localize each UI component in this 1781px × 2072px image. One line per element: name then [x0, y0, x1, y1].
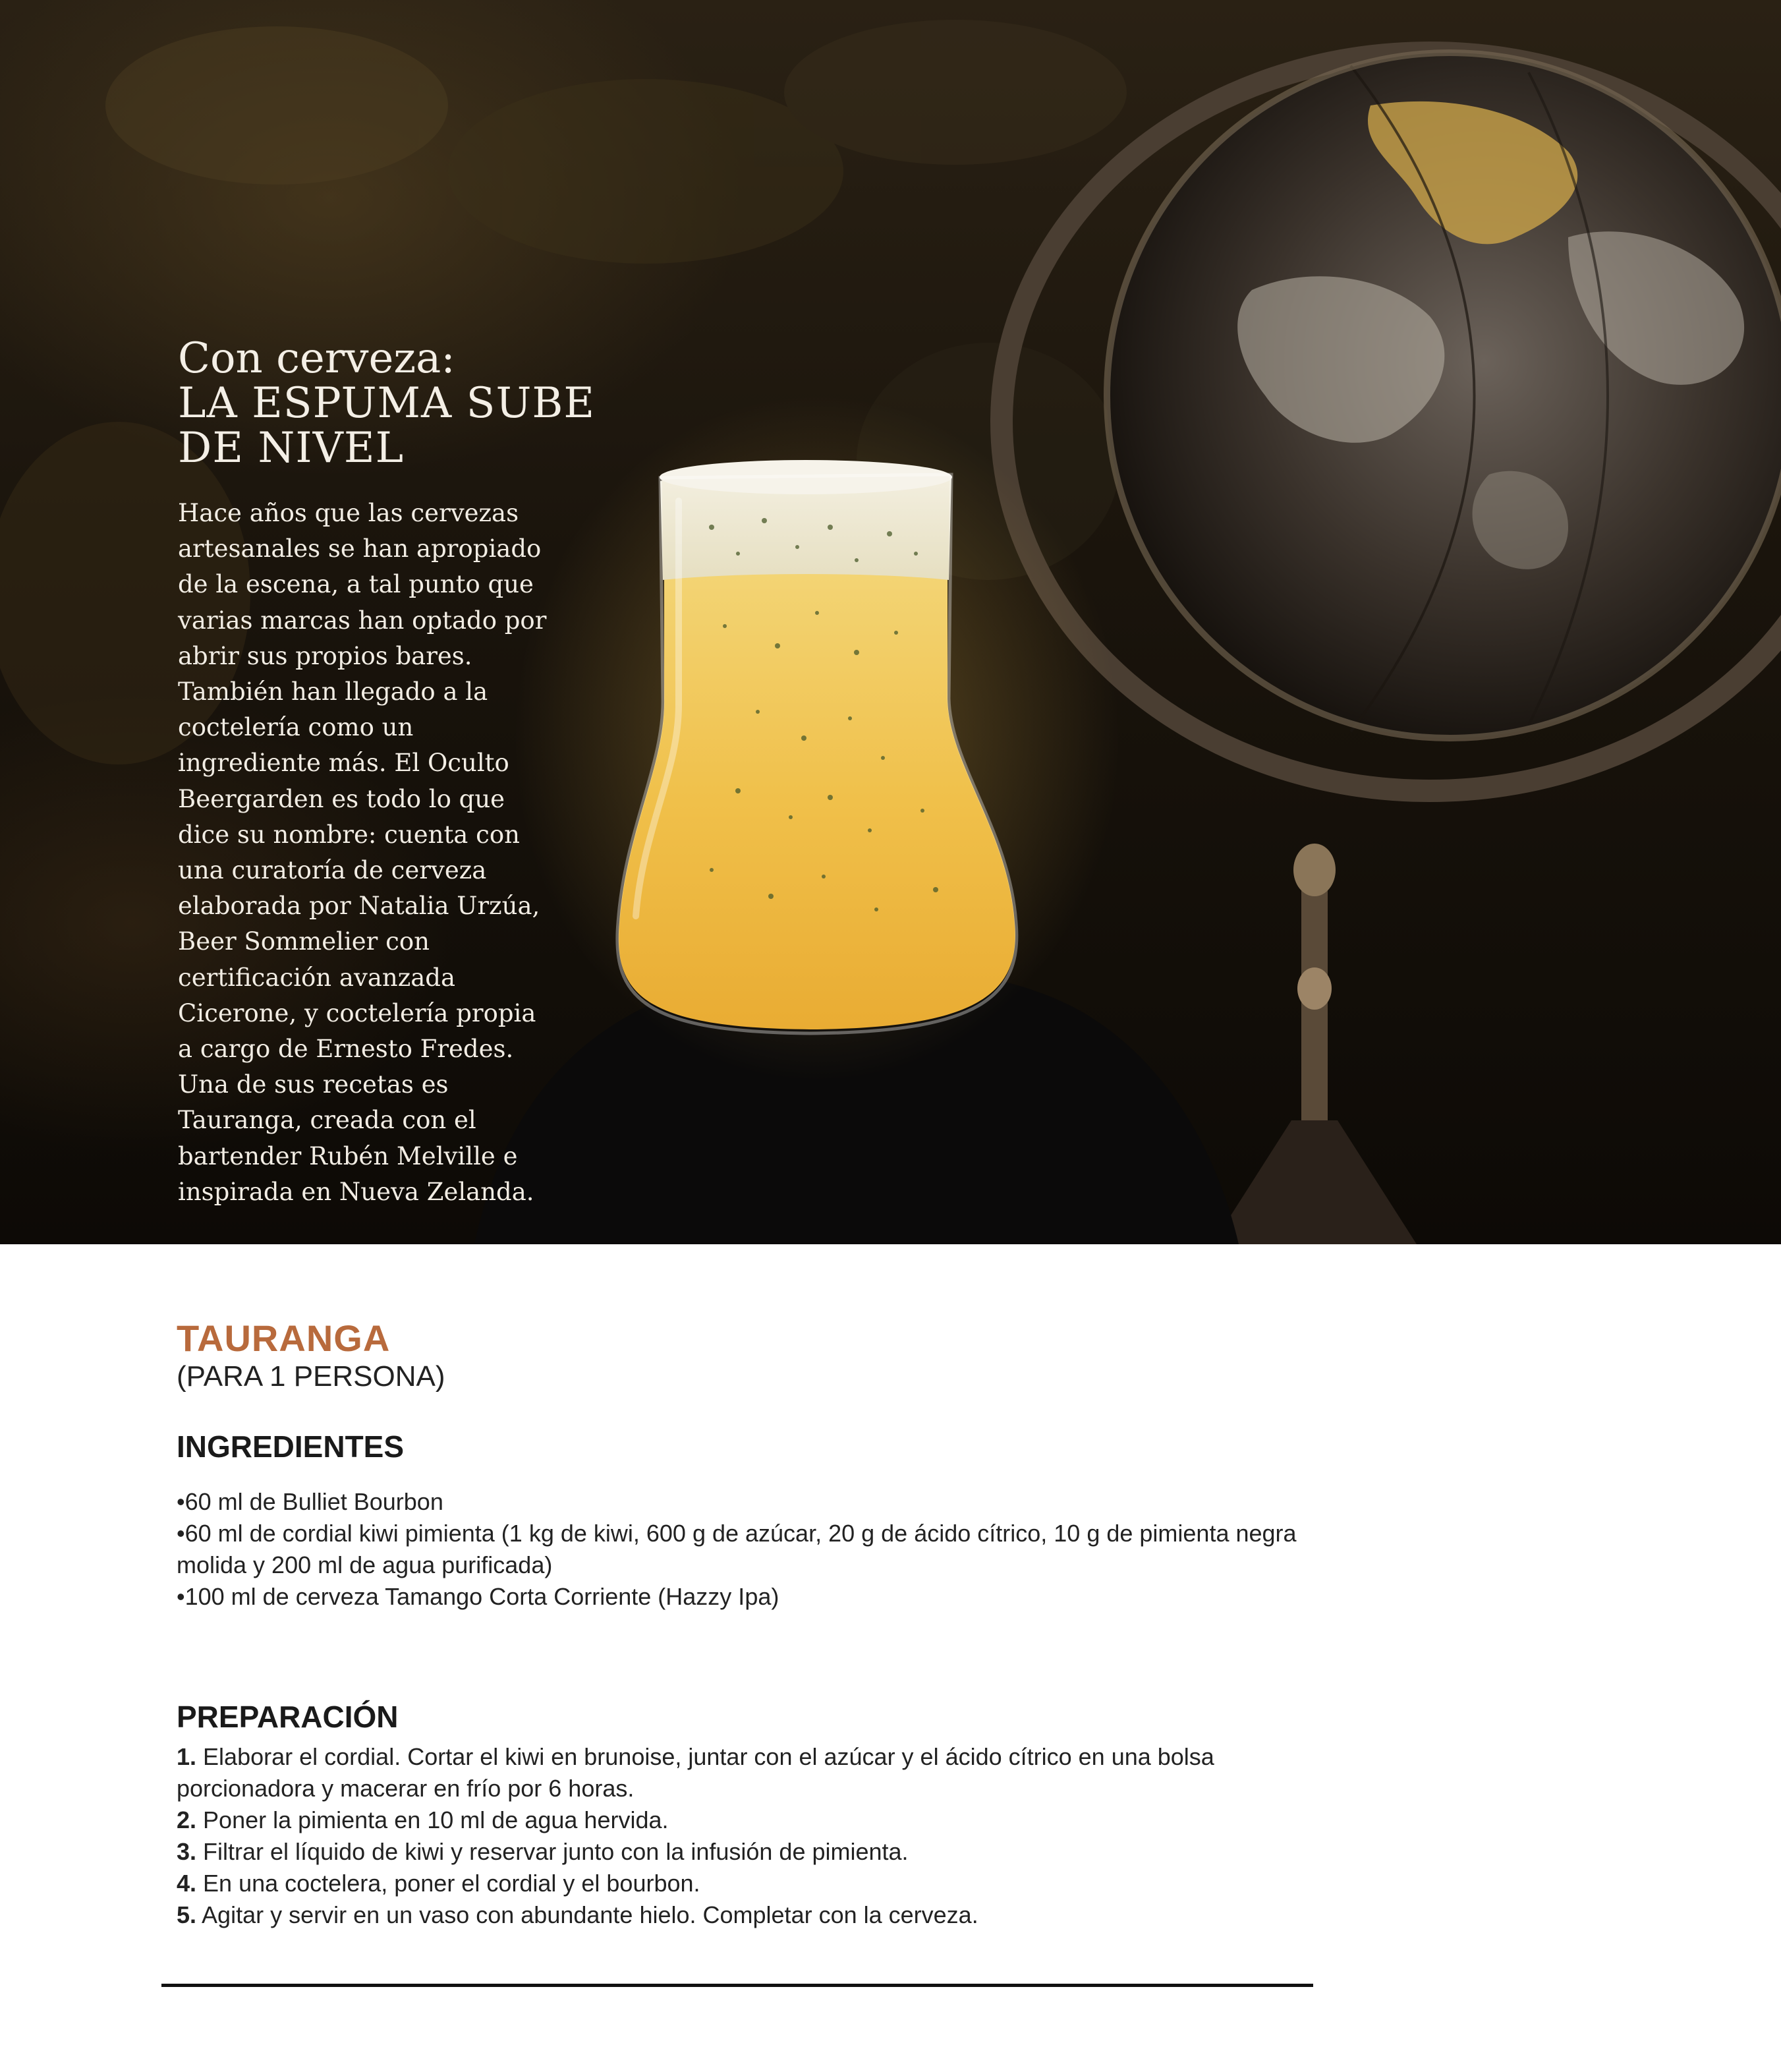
recipe-title: TAURANGA [177, 1317, 391, 1359]
intro-paragraph: Hace años que las cervezas artesanales se han apropiado de la escena, a tal punto que varias marcas han optado por abrir sus propios bares. También han llegado a la coctelería como un ingrediente más. El Oculto Beergarden es todo lo que dice su nombre: cuenta con una curatoría de cerveza elaborada por Natalia Urzúa, Beer Sommelier con certificación avanzada Cicerone, y coctelería propia a cargo de Ernesto Fredes. Una de sus recetas es Tauranga, creada con el bartender Rubén Melville e inspirada en Nueva Zelanda. [178, 499, 547, 1206]
step-item [177, 1804, 1336, 1836]
step-number: 2. [177, 1806, 197, 1833]
ingredients-list [177, 1486, 1336, 1613]
heading-line-2: LA ESPUMA SUBE DE NIVEL [178, 379, 596, 473]
ingredient-item: •60 ml de Bulliet Bourbon [177, 1488, 443, 1515]
step-item [177, 1899, 1336, 1931]
heading-line-1: Con cerveza: [178, 334, 455, 383]
recipe-servings: (PARA 1 PERSONA) [177, 1360, 445, 1393]
preparation-heading: PREPARACIÓN [177, 1700, 399, 1734]
step-number: 3. [177, 1838, 197, 1865]
step-number: 4. [177, 1870, 197, 1897]
ingredient-item: •60 ml de cordial kiwi pimienta (1 kg de kiwi, 600 g de azúcar, 20 g de ácido cítrico, 10 g de pimienta negra molida y 200 ml de agua purificada) [177, 1520, 1297, 1578]
step-text: Elaborar el cordial. Cortar el kiwi en brunoise, juntar con el azúcar y el ácido cítrico en una bolsa porcionadora y macerar en frío por 6 horas. [177, 1743, 1214, 1802]
step-number: 5. [177, 1901, 197, 1928]
article-heading [178, 336, 600, 471]
step-item [177, 1836, 1336, 1868]
step-text: Filtrar el líquido de kiwi y reservar junto con la infusión de pimienta. [203, 1838, 909, 1865]
step-item [177, 1741, 1336, 1804]
preparation-steps [177, 1741, 1336, 1931]
step-text: Agitar y servir en un vaso con abundante hielo. Completar con la cerveza. [202, 1901, 978, 1928]
step-number: 1. [177, 1743, 197, 1770]
step-item [177, 1868, 1336, 1899]
ingredient-item: •100 ml de cerveza Tamango Corta Corriente (Hazzy Ipa) [177, 1583, 779, 1610]
step-text: Poner la pimienta en 10 ml de agua hervida. [203, 1806, 669, 1833]
step-text: En una coctelera, poner el cordial y el bourbon. [203, 1870, 700, 1897]
ingredients-heading: INGREDIENTES [177, 1429, 405, 1464]
bottom-divider [161, 1984, 1313, 1987]
